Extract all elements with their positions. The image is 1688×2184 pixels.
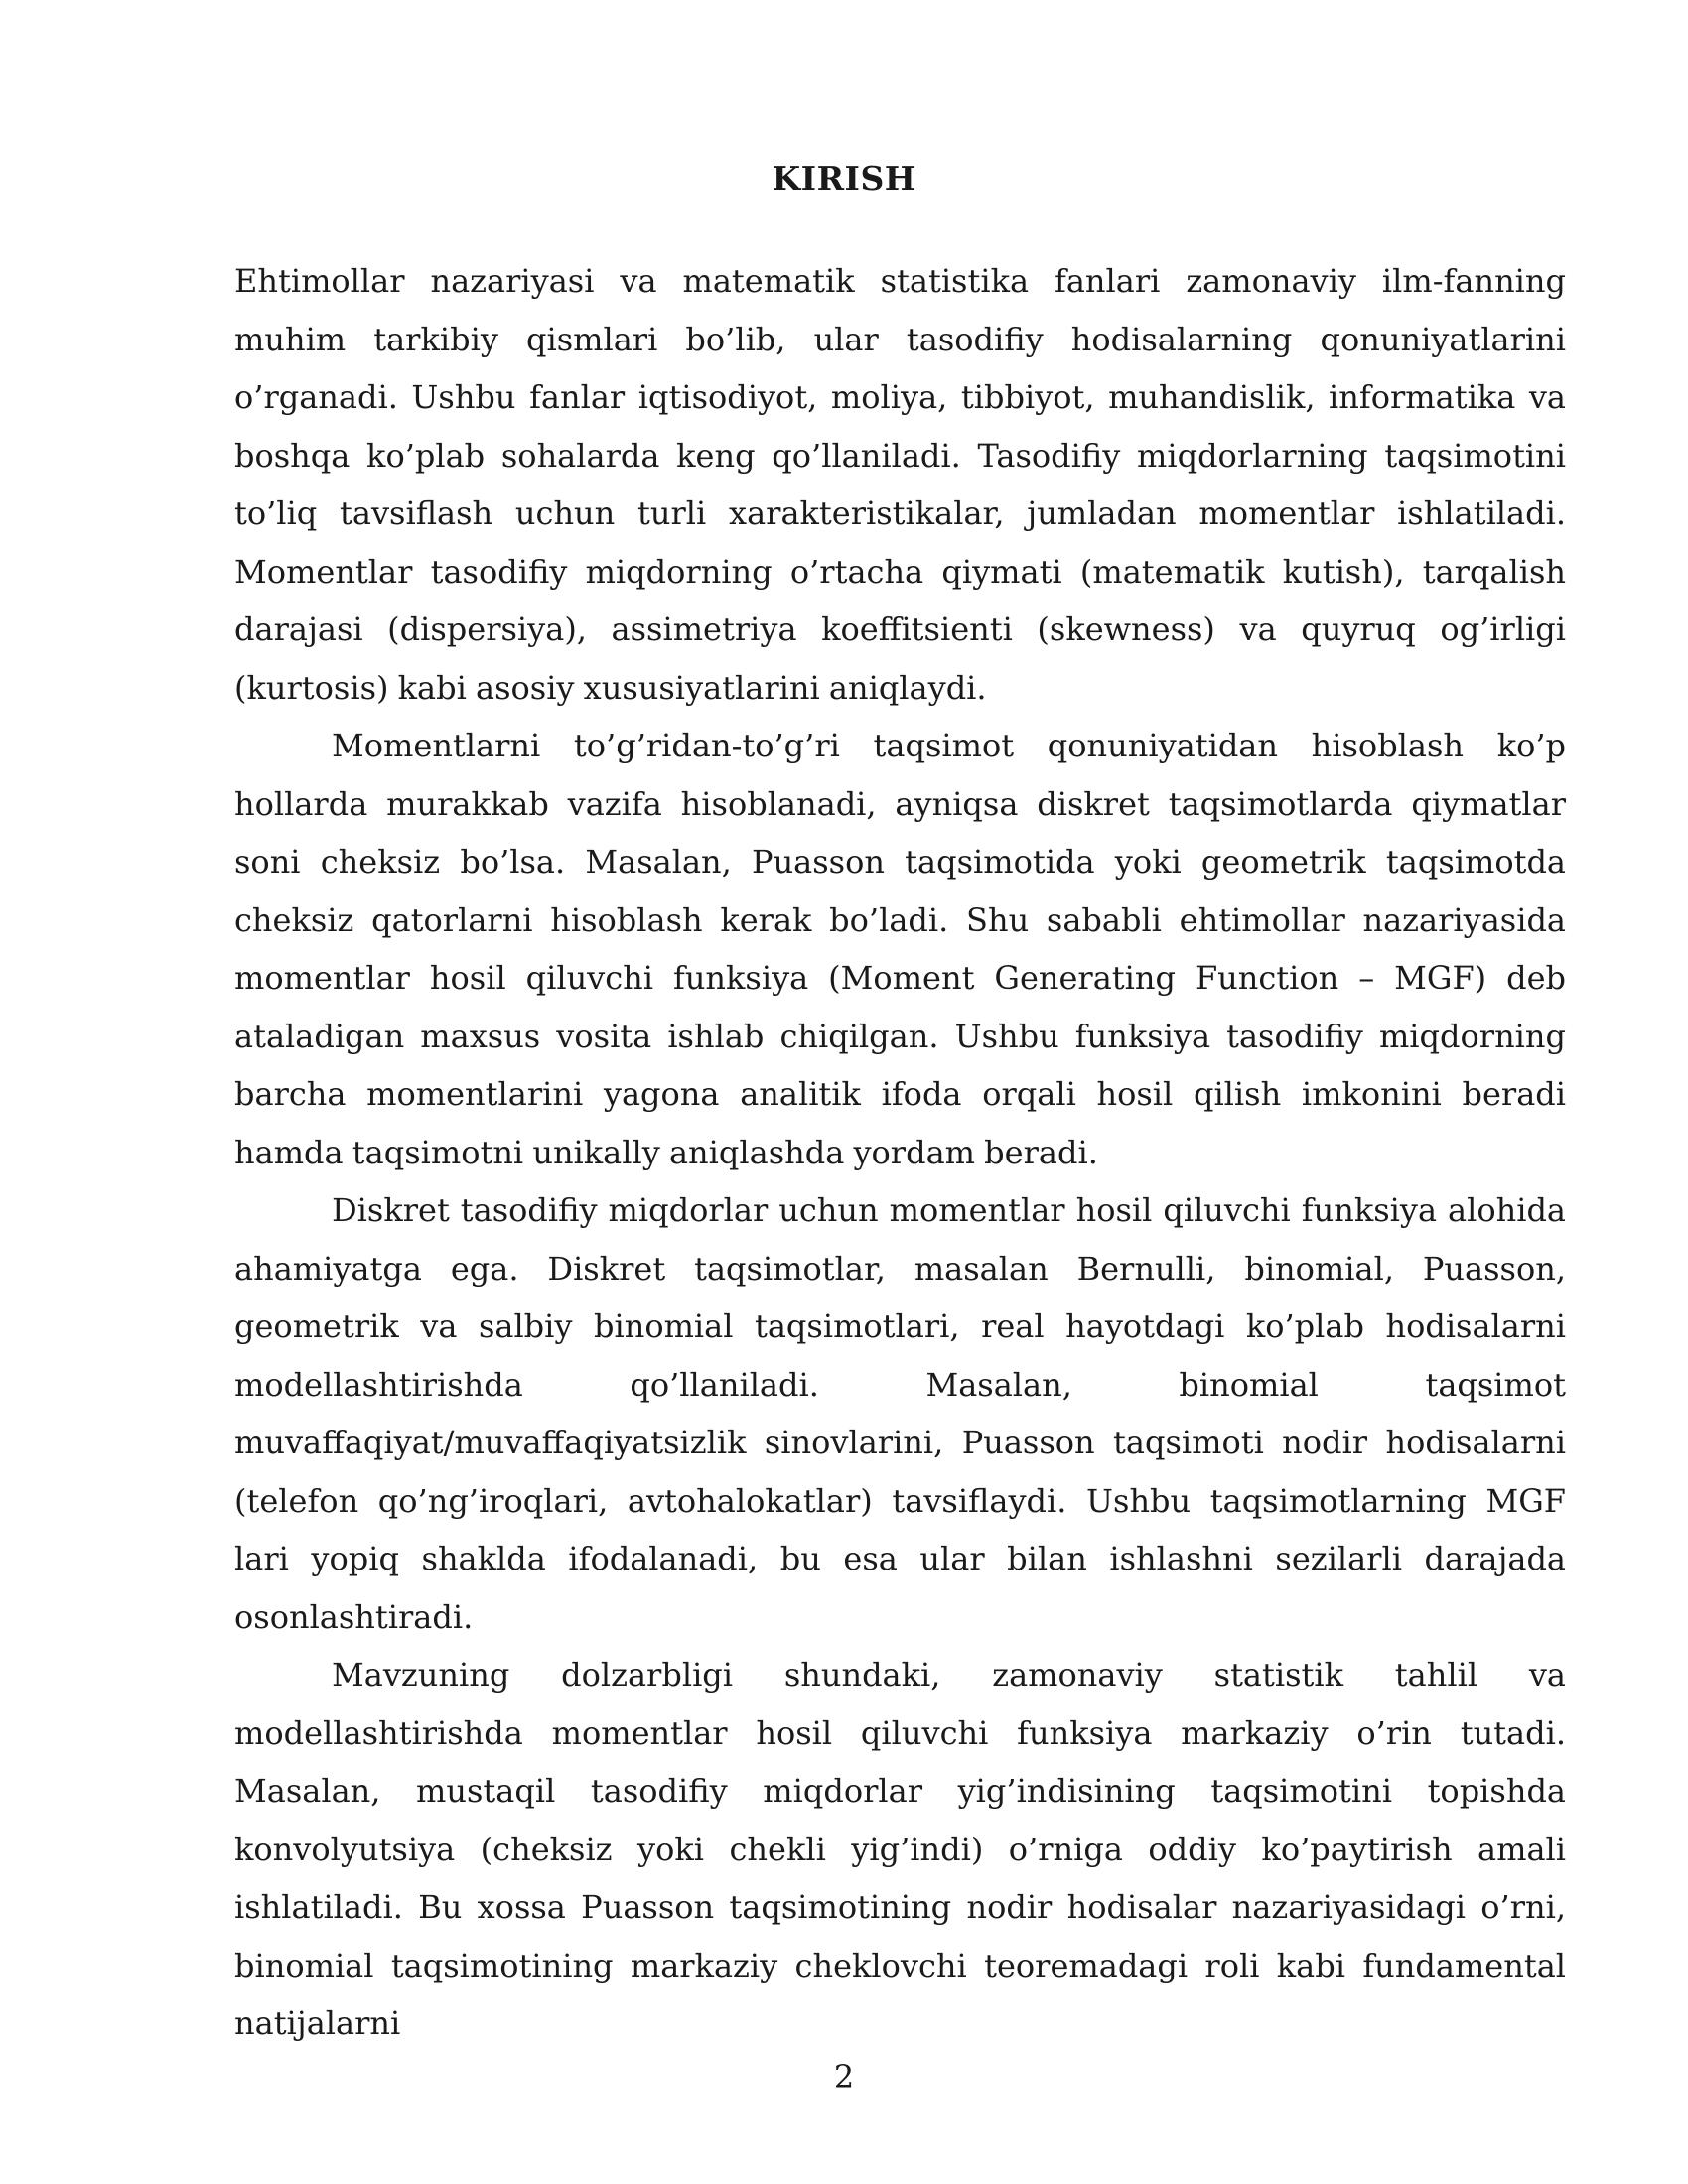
page-number: 2 (833, 2058, 855, 2096)
section-heading: KIRISH (772, 159, 916, 198)
body-text (234, 252, 1566, 2053)
paragraph-1: Ehtimollar nazariyasi va matematik statistika fanlari zamonaviy ilm-fanning muhim tarkibiy qismlari bo’lib, ular tasodifiy hodisalarning qonuniyatlarini o’rganadi. Ushbu fanlar iqtisodiyot, moliya, tibbiyot, muhandislik, informatika va boshqa ko’plab sohalarda keng qo’llaniladi. Tasodifiy miqdorlarning taqsimotini to’liq tavsiflash uchun turli xarakteristikalar, jumladan momentlar ishlatiladi. Momentlar tasodifiy miqdorning o’rtacha qiymati (matematik kutish), tarqalish darajasi (dispersiya), assimetriya koeffitsienti (skewness) va quyruq og’irligi (kurtosis) kabi asosiy xususiyatlarini aniqlaydi. (234, 262, 1566, 707)
paragraph-4: Mavzuning dolzarbligi shundaki, zamonaviy statistik tahlil va modellashtirishda momentlar hosil qiluvchi funksiya markaziy o’rin tutadi. Masalan, mustaqil tasodifiy miqdorlar yig’indisining taqsimotini topishda konvolyutsiya (cheksiz yoki chekli yig’indi) o’rniga oddiy ko’paytirish amali ishlatiladi. Bu xossa Puasson taqsimotining nodir hodisalar nazariyasidagi o’rni, binomial taqsimotining markaziy cheklovchi teoremadagi roli kabi fundamental natijalarni (234, 1656, 1566, 2042)
paragraph-2: Momentlarni to’g’ridan-to’g’ri taqsimot qonuniyatidan hisoblash ko’p hollarda murakkab vazifa hisoblanadi, ayniqsa diskret taqsimotlarda qiymatlar soni cheksiz bo’lsa. Masalan, Puasson taqsimotida yoki geometrik taqsimotda cheksiz qatorlarni hisoblash kerak bo’ladi. Shu sababli ehtimollar nazariyasida momentlar hosil qiluvchi funksiya (Moment Generating Function – MGF) deb ataladigan maxsus vosita ishlab chiqilgan. Ushbu funksiya tasodifiy miqdorning barcha momentlarini yagona analitik ifoda orqali hosil qilish imkonini beradi hamda taqsimotni unikally aniqlashda yordam beradi. (234, 727, 1566, 1171)
paragraph-3: Diskret tasodifiy miqdorlar uchun momentlar hosil qiluvchi funksiya alohida ahamiyatga ega. Diskret taqsimotlar, masalan Bernulli, binomial, Puasson, geometrik va salbiy binomial taqsimotlari, real hayotdagi ko’plab hodisalarni modellashtirishda qo’llaniladi. Masalan, binomial taqsimot muvaffaqiyat/muvaffaqiyatsizlik sinovlarini, Puasson taqsimoti nodir hodisalarni (telefon qo’ng’iroqlari, avtohalokatlar) tavsiflaydi. Ushbu taqsimotlarning MGF lari yopiq shaklda ifodalanadi, bu esa ular bilan ishlashni sezilarli darajada osonlashtiradi. (234, 1191, 1566, 1636)
